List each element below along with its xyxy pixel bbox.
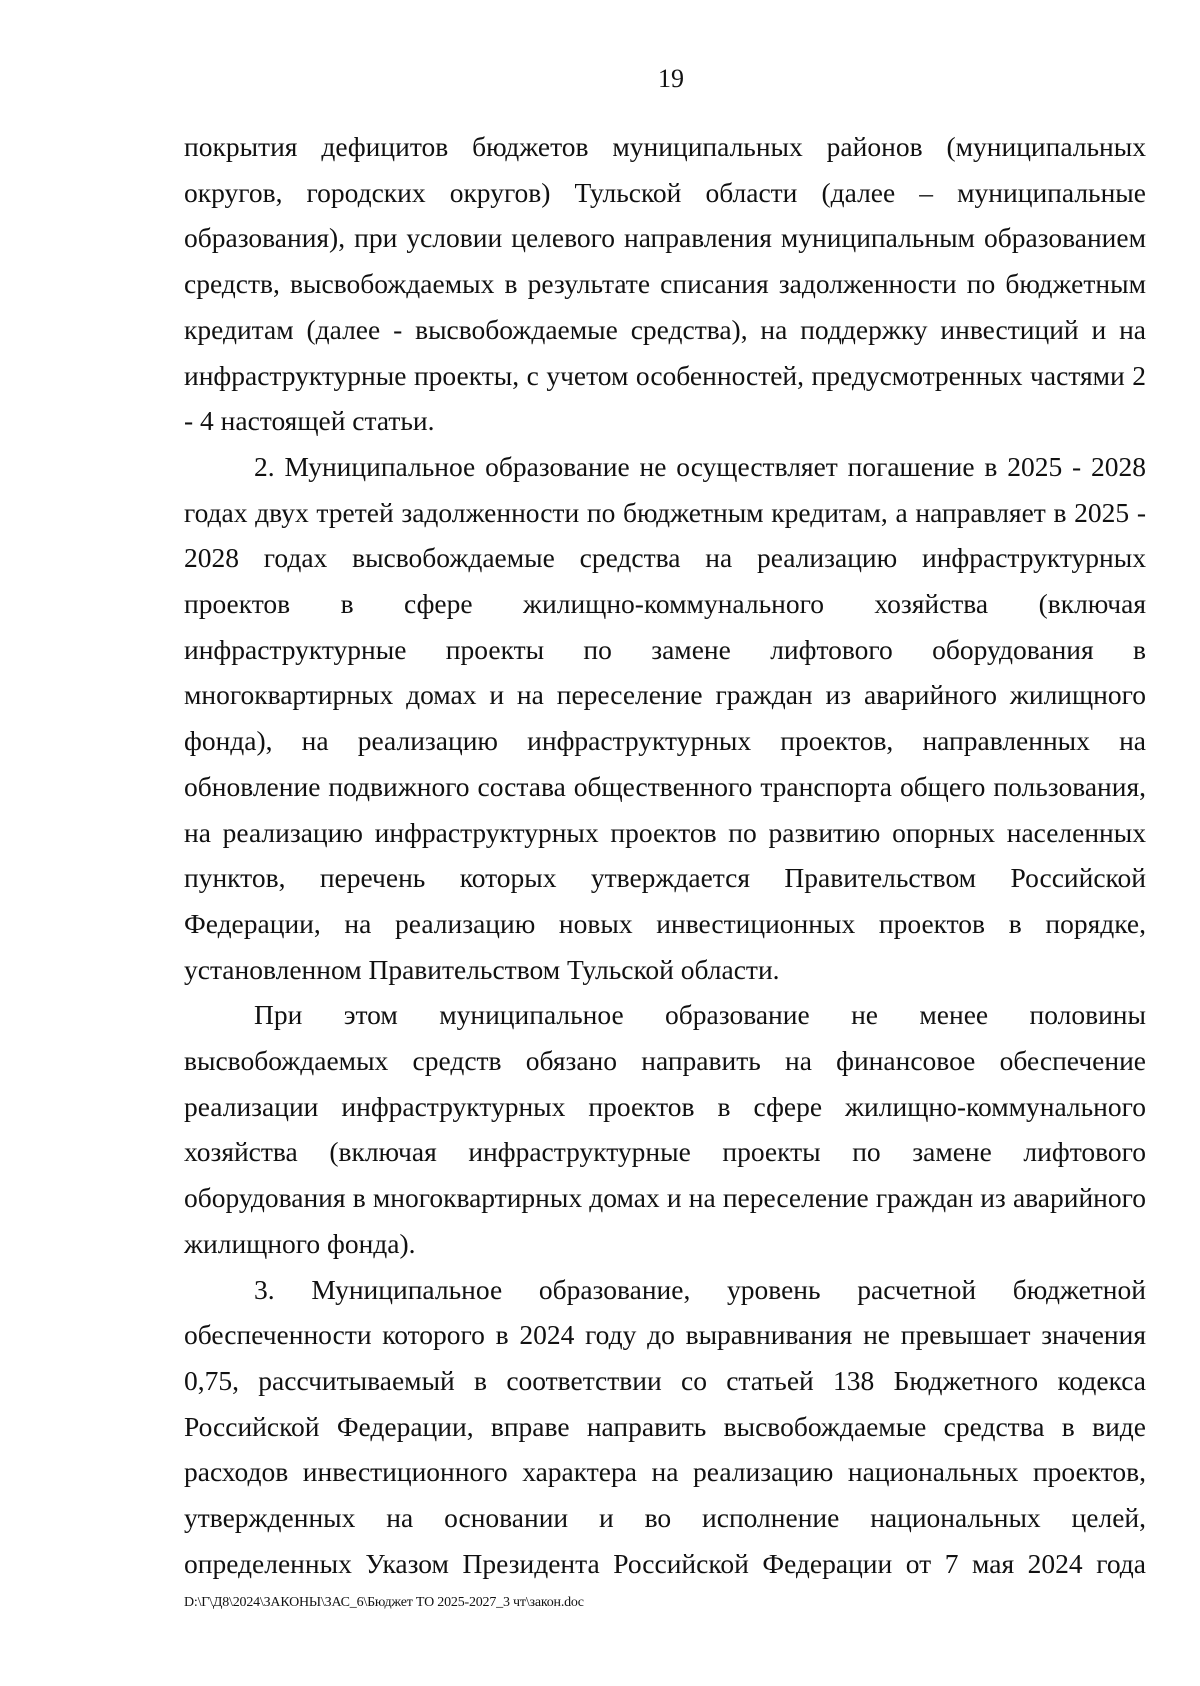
paragraph-part-3: 3. Муниципальное образование, уровень расчетной бюджетной обеспеченности которого в 2024 году до выравнивания не превышает значения 0,75, рассчитываемый в соответствии со статьей 138 Бюджетного кодекса Российской Федерации, вправе направить высвобождаемые средства в виде расходов инвестиционного характера на реализацию национальных проектов, утвержденных на основании и во исполнение национальных целей, определенных Указом Президента Российской Федерации от 7 мая 2024 года (184, 1273, 1146, 1579)
footer-file-path: D:\Г\Д8\2024\ЗАКОНЫ\ЗАС_6\Бюджет ТО 2025-2027_3 чт\закон.doc (184, 1595, 584, 1610)
paragraph-continuation: покрытия дефицитов бюджетов муниципальных районов (муниципальных округов, городских округов) Тульской области (далее – муниципальные образования), при условии целевого направления муниципальным образованием средств, высвобождаемых в результате списания задолженности по бюджетным кредитам (далее - высвобождаемые средства), на поддержку инвестиций и на инфраструктурные проекты, с учетом особенностей, предусмотренных частями 2 - 4 настоящей статьи. (184, 131, 1146, 437)
paragraph-part-2: 2. Муниципальное образование не осуществляет погашение в 2025 - 2028 годах двух третей задолженности по бюджетным кредитам, а направляет в 2025 - 2028 годах высвобождаемые средства на реализацию инфраструктурных проектов в сфере жилищно-коммунального хозяйства (включая инфраструктурные проекты по замене лифтового оборудования в многоквартирных домах и на переселение граждан из аварийного жилищного фонда), на реализацию инфраструктурных проектов, направленных на обновление подвижного состава общественного транспорта общего пользования, на реализацию инфраструктурных проектов по развитию опорных населенных пунктов, перечень которых утверждается Правительством Российской Федерации, на реализацию новых инвестиционных проектов в порядке, установленном Правительством Тульской области. (184, 450, 1146, 985)
document-body (184, 124, 1146, 1587)
page-number: 19 (658, 64, 684, 93)
paragraph-part-2-note: При этом муниципальное образование не менее половины высвобождаемых средств обязано направить на финансовое обеспечение реализации инфраструктурных проектов в сфере жилищно-коммунального хозяйства (включая инфраструктурные проекты по замене лифтового оборудования в многоквартирных домах и на переселение граждан из аварийного жилищного фонда). (184, 999, 1146, 1259)
